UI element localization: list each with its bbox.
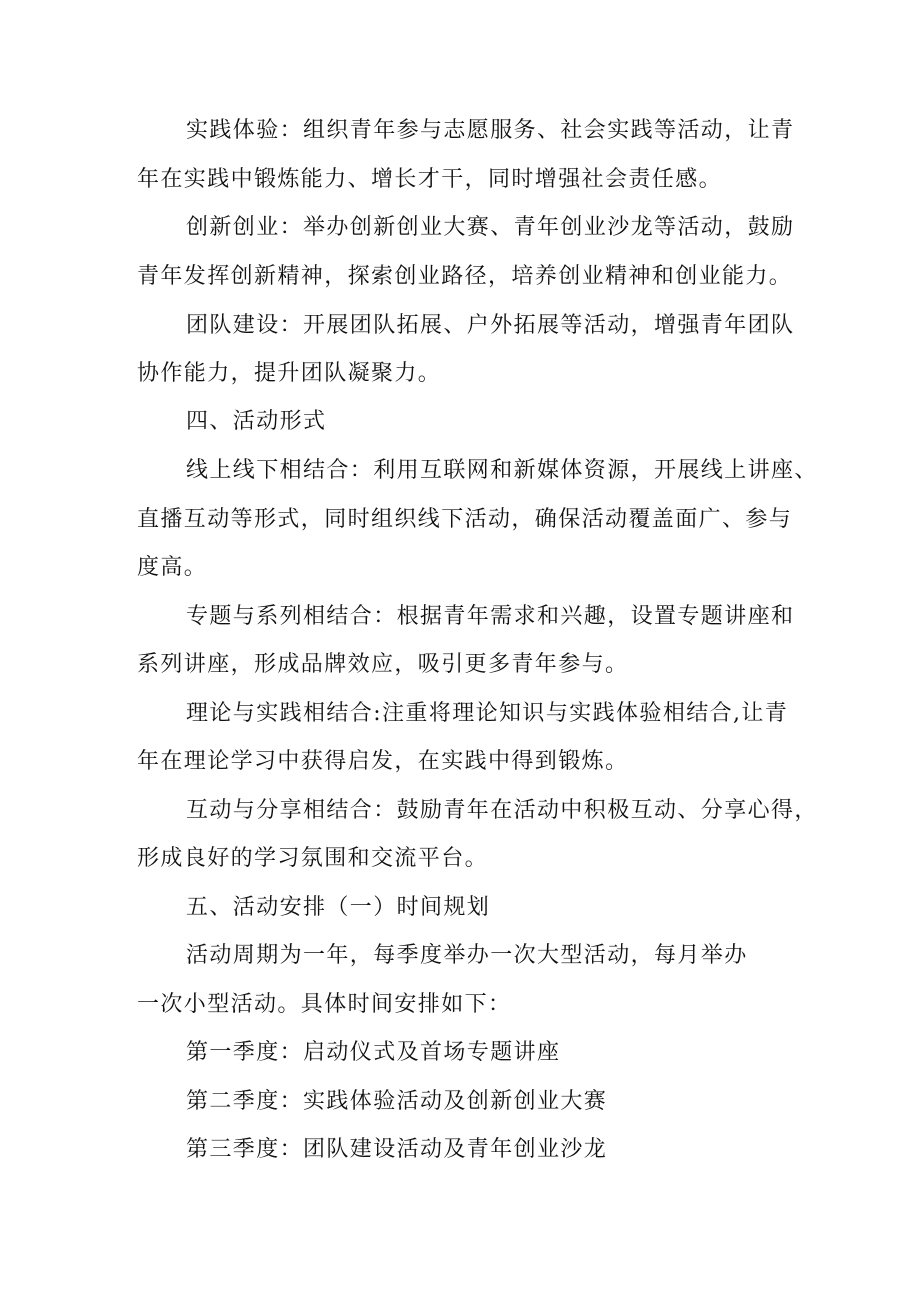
paragraph-theory-practice-cont: 年在理论学习中获得启发，在实践中得到锻炼。: [137, 749, 629, 774]
paragraph-practice-experience-cont: 年在实践中锻炼能力、增长才干，同时增强社会责任感。: [137, 167, 723, 192]
paragraph-activity-cycle: 活动周期为一年，每季度举办一次大型活动，每月举办: [186, 943, 748, 968]
paragraph-team-building-cont: 协作能力，提升团队凝聚力。: [137, 361, 442, 386]
schedule-item-q2: 第二季度：实践体验活动及创新创业大赛: [186, 1089, 608, 1114]
paragraph-activity-cycle-cont: 一次小型活动。具体时间安排如下：: [137, 992, 512, 1017]
paragraph-topic-series: 专题与系列相结合：根据青年需求和兴趣，设置专题讲座和: [186, 604, 795, 629]
section-heading-activity-forms: 四、活动形式: [186, 409, 327, 434]
paragraph-practice-experience: 实践体验：组织青年参与志愿服务、社会实践等活动，让青: [186, 118, 795, 143]
paragraph-innovation: 创新创业：举办创新创业大赛、青年创业沙龙等活动，鼓励: [186, 215, 795, 240]
paragraph-topic-series-cont: 系列讲座，形成品牌效应，吸引更多青年参与。: [137, 652, 629, 677]
paragraph-theory-practice: 理论与实践相结合:注重将理论知识与实践体验相结合,让青: [186, 701, 789, 726]
paragraph-online-offline: 线上线下相结合：利用互联网和新媒体资源，开展线上讲座、: [186, 458, 818, 483]
paragraph-online-offline-cont: 直播互动等形式，同时组织线下活动，确保活动覆盖面广、参与: [137, 507, 793, 532]
paragraph-team-building: 团队建设：开展团队拓展、户外拓展等活动，增强青年团队: [186, 313, 795, 338]
paragraph-online-offline-cont2: 度高。: [137, 555, 208, 580]
section-heading-activity-schedule: 五、活动安排（一）时间规划: [186, 895, 491, 920]
paragraph-interaction-sharing-cont: 形成良好的学习氛围和交流平台。: [137, 846, 489, 871]
paragraph-innovation-cont: 青年发挥创新精神，探索创业路径，培养创业精神和创业能力。: [137, 264, 793, 289]
paragraph-interaction-sharing: 互动与分享相结合：鼓励青年在活动中积极互动、分享心得，: [186, 798, 818, 823]
schedule-item-q1: 第一季度：启动仪式及首场专题讲座: [186, 1040, 561, 1065]
schedule-item-q3: 第三季度：团队建设活动及青年创业沙龙: [186, 1137, 608, 1162]
